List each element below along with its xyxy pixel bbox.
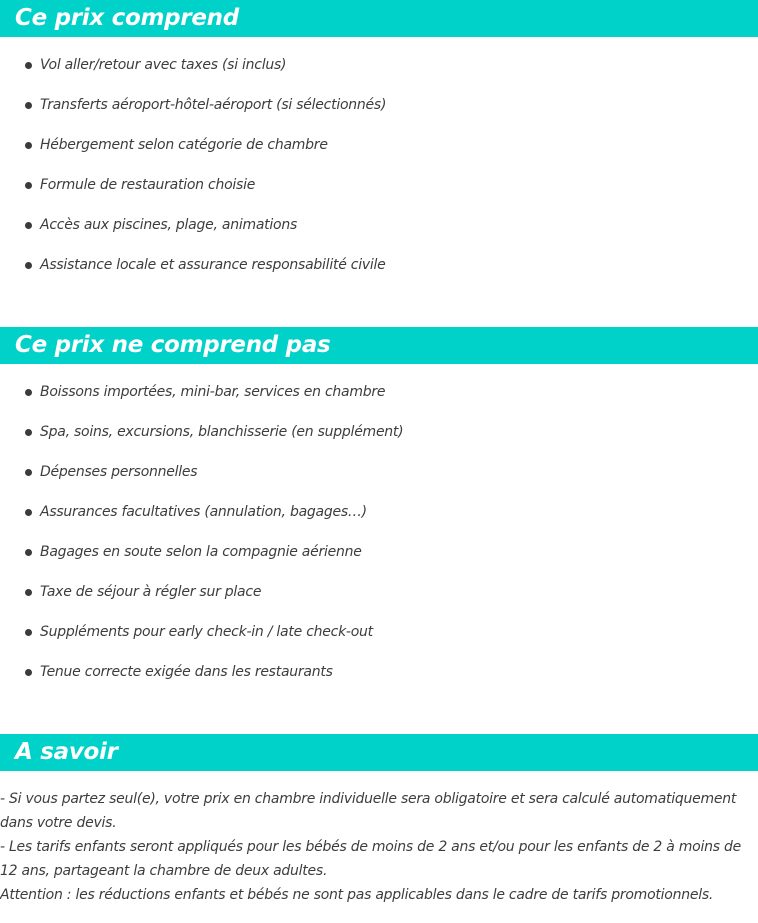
list-item [0,622,403,662]
info-paragraph: - Les tarifs enfants seront appliqués pour les bébés de moins de 2 ans et/ou pour les enfants de 2 à moins de 12 ans, partageant la chambre de deux adultes. [0,839,742,879]
list-item [0,215,386,255]
list-item [0,502,403,542]
bullet-icon [25,102,32,109]
list-item-text: Bagages en soute selon la compagnie aérienne [40,544,362,560]
section-header-excluded [0,327,758,364]
section-header-info [0,734,758,771]
bullet-icon [25,182,32,189]
list-item [0,582,403,622]
bullet-icon [25,429,32,436]
list-item [0,542,403,582]
list-item [0,382,403,422]
list-item [0,175,386,215]
bullet-icon [25,142,32,149]
info-paragraph: Attention : les réductions enfants et bébés ne sont pas applicables dans le cadre de tarifs promotionnels. [0,887,714,903]
info-notes [0,787,758,907]
list-item [0,662,403,702]
list-item-text: Transferts aéroport-hôtel-aéroport (si sélectionnés) [40,97,387,113]
list-item [0,462,403,502]
bullet-icon [25,589,32,596]
bullet-icon [25,469,32,476]
section-title-info: A savoir [15,739,118,765]
bullet-icon [25,262,32,269]
bullet-icon [25,669,32,676]
section-title-excluded: Ce prix ne comprend pas [15,332,331,358]
list-item-text: Assurances facultatives (annulation, bagages…) [40,504,367,520]
list-item-text: Suppléments pour early check-in / late check-out [40,624,373,640]
list-item [0,95,386,135]
list-item-text: Tenue correcte exigée dans les restaurants [40,664,333,680]
bullet-icon [25,62,32,69]
list-item [0,422,403,462]
list-item-text: Assistance locale et assurance responsabilité civile [40,257,386,273]
bullet-icon [25,389,32,396]
bullet-icon [25,509,32,516]
bullet-icon [25,222,32,229]
section-header-included [0,0,758,37]
list-item [0,55,386,95]
included-list [0,55,386,295]
section-title-included: Ce prix comprend [15,5,239,31]
excluded-list [0,382,403,702]
list-item-text: Boissons importées, mini-bar, services en chambre [40,384,386,400]
info-paragraph: - Si vous partez seul(e), votre prix en chambre individuelle sera obligatoire et sera calculé automatiquement dans votre devis. [0,791,737,831]
list-item-text: Taxe de séjour à régler sur place [40,584,262,600]
list-item-text: Formule de restauration choisie [40,177,256,193]
list-item-text: Vol aller/retour avec taxes (si inclus) [40,57,287,73]
bullet-icon [25,549,32,556]
list-item-text: Hébergement selon catégorie de chambre [40,137,328,153]
list-item-text: Accès aux piscines, plage, animations [40,217,298,233]
bullet-icon [25,629,32,636]
list-item [0,255,386,295]
list-item-text: Dépenses personnelles [40,464,198,480]
list-item [0,135,386,175]
list-item-text: Spa, soins, excursions, blanchisserie (en supplément) [40,424,404,440]
